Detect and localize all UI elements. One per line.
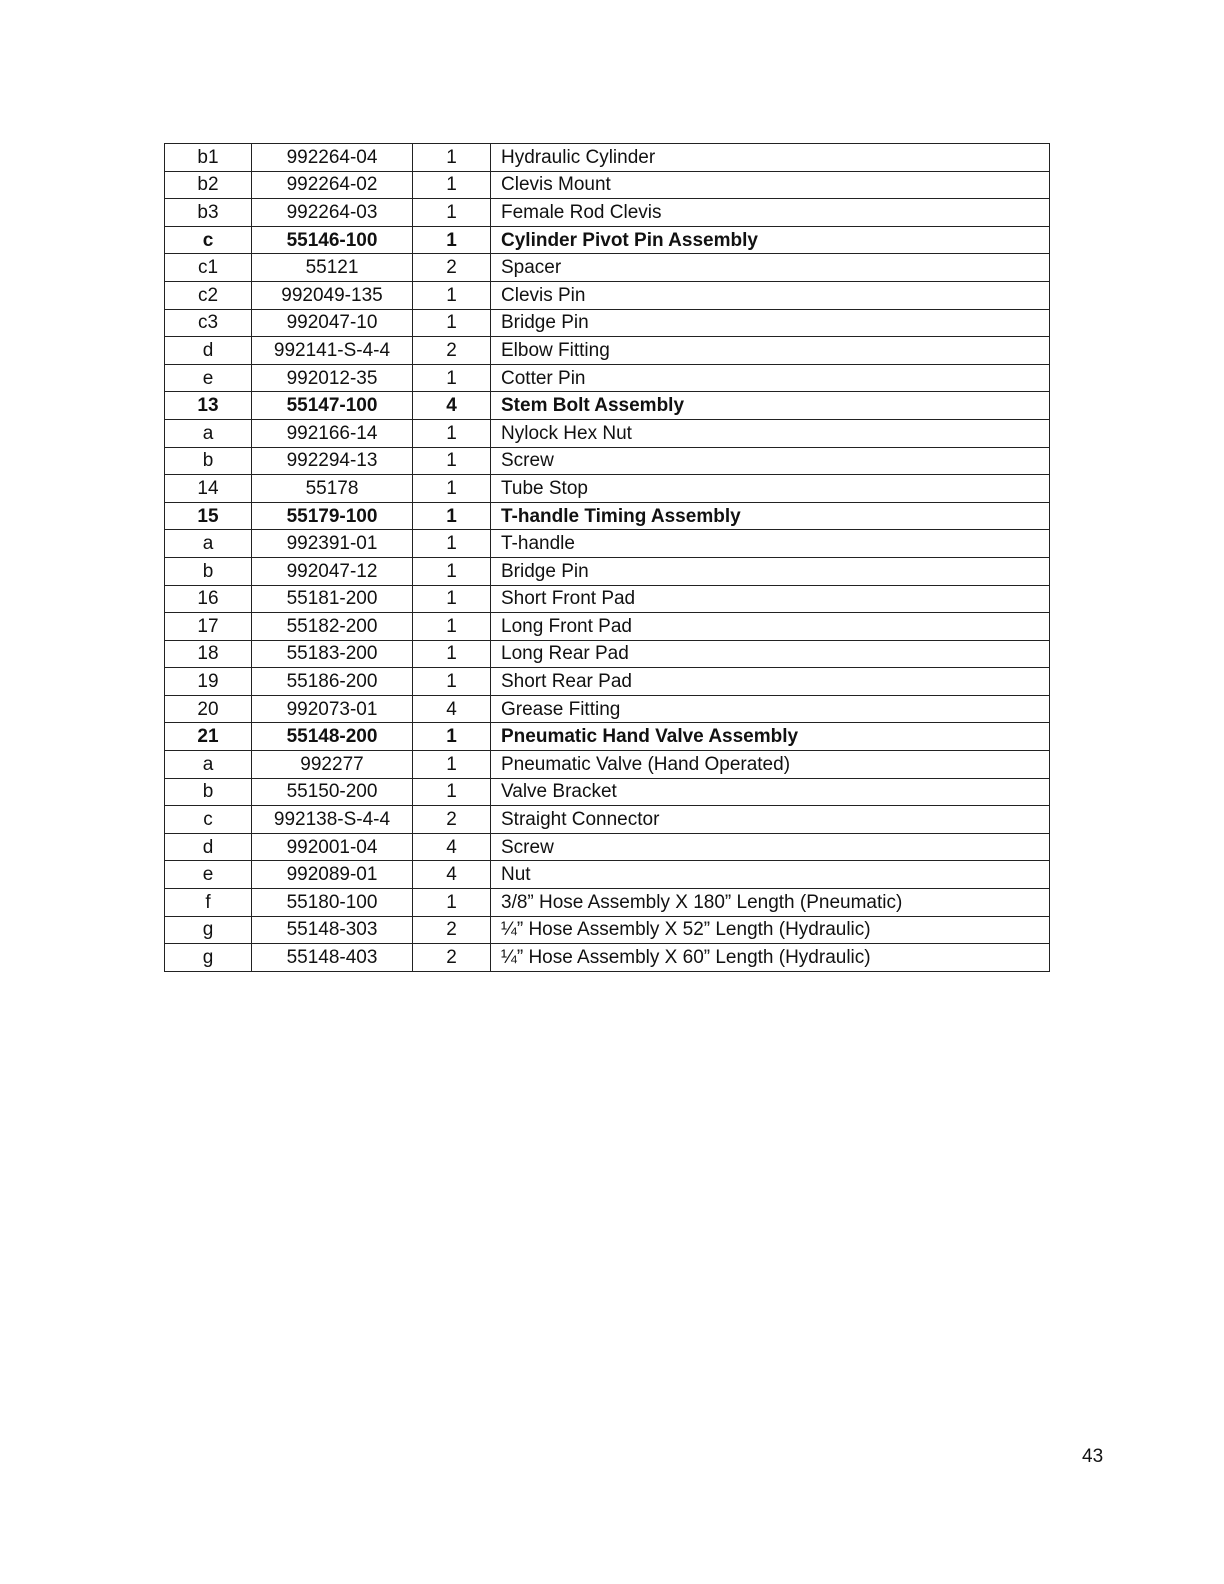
part-number-cell: 55148-200 <box>252 723 413 751</box>
table-row <box>165 944 1050 972</box>
parts-list-body <box>165 144 1050 972</box>
item-number-cell: 21 <box>165 723 252 751</box>
description-cell: Female Rod Clevis <box>491 199 1050 227</box>
description-cell: Bridge Pin <box>491 557 1050 585</box>
quantity-cell: 1 <box>413 778 491 806</box>
item-number-cell: g <box>165 916 252 944</box>
table-row <box>165 695 1050 723</box>
quantity-cell: 1 <box>413 475 491 503</box>
quantity-cell: 4 <box>413 861 491 889</box>
part-number-cell: 55150-200 <box>252 778 413 806</box>
part-number-cell: 55147-100 <box>252 392 413 420</box>
table-row <box>165 806 1050 834</box>
table-row <box>165 447 1050 475</box>
description-cell: ¼” Hose Assembly X 52” Length (Hydraulic) <box>491 916 1050 944</box>
part-number-cell: 55178 <box>252 475 413 503</box>
part-number-cell: 55183-200 <box>252 640 413 668</box>
description-cell: T-handle Timing Assembly <box>491 502 1050 530</box>
part-number-cell: 992073-01 <box>252 695 413 723</box>
description-cell: Straight Connector <box>491 806 1050 834</box>
parts-list-table <box>164 143 1050 972</box>
part-number-cell: 992264-02 <box>252 171 413 199</box>
item-number-cell: 17 <box>165 613 252 641</box>
item-number-cell: 15 <box>165 502 252 530</box>
quantity-cell: 1 <box>413 199 491 227</box>
quantity-cell: 4 <box>413 392 491 420</box>
table-row <box>165 475 1050 503</box>
quantity-cell: 4 <box>413 833 491 861</box>
item-number-cell: 16 <box>165 585 252 613</box>
item-number-cell: 19 <box>165 668 252 696</box>
item-number-cell: f <box>165 889 252 917</box>
table-row <box>165 585 1050 613</box>
quantity-cell: 1 <box>413 640 491 668</box>
description-cell: Long Rear Pad <box>491 640 1050 668</box>
item-number-cell: e <box>165 364 252 392</box>
description-cell: Pneumatic Hand Valve Assembly <box>491 723 1050 751</box>
part-number-cell: 992012-35 <box>252 364 413 392</box>
page-number: 43 <box>1082 1446 1104 1467</box>
quantity-cell: 2 <box>413 337 491 365</box>
quantity-cell: 1 <box>413 309 491 337</box>
item-number-cell: 14 <box>165 475 252 503</box>
item-number-cell: c3 <box>165 309 252 337</box>
part-number-cell: 992138-S-4-4 <box>252 806 413 834</box>
table-row <box>165 502 1050 530</box>
quantity-cell: 1 <box>413 364 491 392</box>
quantity-cell: 1 <box>413 144 491 172</box>
description-cell: Screw <box>491 833 1050 861</box>
description-cell: Long Front Pad <box>491 613 1050 641</box>
table-row <box>165 364 1050 392</box>
table-row <box>165 171 1050 199</box>
table-row <box>165 668 1050 696</box>
part-number-cell: 992264-04 <box>252 144 413 172</box>
description-cell: T-handle <box>491 530 1050 558</box>
table-row <box>165 254 1050 282</box>
description-cell: Bridge Pin <box>491 309 1050 337</box>
item-number-cell: b3 <box>165 199 252 227</box>
description-cell: Clevis Pin <box>491 281 1050 309</box>
description-cell: Spacer <box>491 254 1050 282</box>
item-number-cell: d <box>165 833 252 861</box>
part-number-cell: 55181-200 <box>252 585 413 613</box>
part-number-cell: 992047-10 <box>252 309 413 337</box>
item-number-cell: a <box>165 419 252 447</box>
item-number-cell: b <box>165 447 252 475</box>
description-cell: 3/8” Hose Assembly X 180” Length (Pneumatic) <box>491 889 1050 917</box>
quantity-cell: 2 <box>413 806 491 834</box>
description-cell: Stem Bolt Assembly <box>491 392 1050 420</box>
description-cell: Cylinder Pivot Pin Assembly <box>491 226 1050 254</box>
part-number-cell: 992089-01 <box>252 861 413 889</box>
table-row <box>165 199 1050 227</box>
part-number-cell: 992141-S-4-4 <box>252 337 413 365</box>
quantity-cell: 1 <box>413 889 491 917</box>
table-row <box>165 226 1050 254</box>
description-cell: Nut <box>491 861 1050 889</box>
table-row <box>165 778 1050 806</box>
quantity-cell: 2 <box>413 916 491 944</box>
quantity-cell: 1 <box>413 281 491 309</box>
quantity-cell: 1 <box>413 447 491 475</box>
part-number-cell: 55180-100 <box>252 889 413 917</box>
part-number-cell: 55146-100 <box>252 226 413 254</box>
part-number-cell: 55179-100 <box>252 502 413 530</box>
table-row <box>165 861 1050 889</box>
item-number-cell: a <box>165 530 252 558</box>
item-number-cell: 18 <box>165 640 252 668</box>
table-row <box>165 144 1050 172</box>
part-number-cell: 55121 <box>252 254 413 282</box>
item-number-cell: c1 <box>165 254 252 282</box>
table-row <box>165 833 1050 861</box>
part-number-cell: 992047-12 <box>252 557 413 585</box>
part-number-cell: 992264-03 <box>252 199 413 227</box>
description-cell: Valve Bracket <box>491 778 1050 806</box>
quantity-cell: 1 <box>413 585 491 613</box>
quantity-cell: 1 <box>413 751 491 779</box>
item-number-cell: 20 <box>165 695 252 723</box>
table-row <box>165 723 1050 751</box>
table-row <box>165 309 1050 337</box>
description-cell: Screw <box>491 447 1050 475</box>
quantity-cell: 1 <box>413 226 491 254</box>
description-cell: Elbow Fitting <box>491 337 1050 365</box>
description-cell: Hydraulic Cylinder <box>491 144 1050 172</box>
table-row <box>165 337 1050 365</box>
quantity-cell: 1 <box>413 613 491 641</box>
quantity-cell: 1 <box>413 530 491 558</box>
part-number-cell: 992166-14 <box>252 419 413 447</box>
item-number-cell: c <box>165 806 252 834</box>
table-row <box>165 419 1050 447</box>
table-row <box>165 392 1050 420</box>
quantity-cell: 1 <box>413 171 491 199</box>
description-cell: Pneumatic Valve (Hand Operated) <box>491 751 1050 779</box>
table-row <box>165 640 1050 668</box>
part-number-cell: 992277 <box>252 751 413 779</box>
description-cell: Grease Fitting <box>491 695 1050 723</box>
quantity-cell: 2 <box>413 254 491 282</box>
description-cell: Nylock Hex Nut <box>491 419 1050 447</box>
item-number-cell: d <box>165 337 252 365</box>
item-number-cell: c <box>165 226 252 254</box>
quantity-cell: 1 <box>413 502 491 530</box>
item-number-cell: c2 <box>165 281 252 309</box>
quantity-cell: 2 <box>413 944 491 972</box>
item-number-cell: b <box>165 557 252 585</box>
item-number-cell: e <box>165 861 252 889</box>
item-number-cell: 13 <box>165 392 252 420</box>
description-cell: Tube Stop <box>491 475 1050 503</box>
table-row <box>165 613 1050 641</box>
quantity-cell: 1 <box>413 419 491 447</box>
quantity-cell: 1 <box>413 668 491 696</box>
part-number-cell: 992391-01 <box>252 530 413 558</box>
item-number-cell: b2 <box>165 171 252 199</box>
description-cell: Short Front Pad <box>491 585 1050 613</box>
item-number-cell: g <box>165 944 252 972</box>
description-cell: ¼” Hose Assembly X 60” Length (Hydraulic) <box>491 944 1050 972</box>
table-row <box>165 281 1050 309</box>
item-number-cell: b <box>165 778 252 806</box>
quantity-cell: 4 <box>413 695 491 723</box>
part-number-cell: 992001-04 <box>252 833 413 861</box>
item-number-cell: b1 <box>165 144 252 172</box>
part-number-cell: 55186-200 <box>252 668 413 696</box>
quantity-cell: 1 <box>413 557 491 585</box>
description-cell: Cotter Pin <box>491 364 1050 392</box>
part-number-cell: 992049-135 <box>252 281 413 309</box>
description-cell: Short Rear Pad <box>491 668 1050 696</box>
description-cell: Clevis Mount <box>491 171 1050 199</box>
item-number-cell: a <box>165 751 252 779</box>
table-row <box>165 557 1050 585</box>
quantity-cell: 1 <box>413 723 491 751</box>
part-number-cell: 55148-303 <box>252 916 413 944</box>
part-number-cell: 55148-403 <box>252 944 413 972</box>
table-row <box>165 751 1050 779</box>
table-row <box>165 889 1050 917</box>
table-row <box>165 530 1050 558</box>
table-row <box>165 916 1050 944</box>
part-number-cell: 992294-13 <box>252 447 413 475</box>
part-number-cell: 55182-200 <box>252 613 413 641</box>
